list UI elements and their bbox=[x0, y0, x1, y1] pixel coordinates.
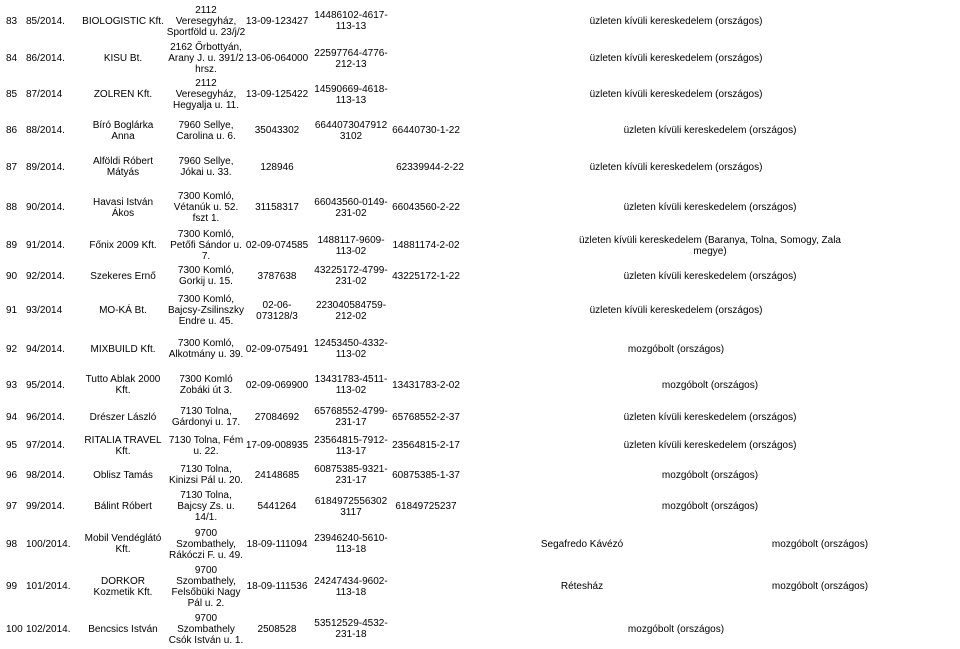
cell-reg: 23946240-5610- 113-18 bbox=[314, 533, 388, 555]
cell-id: 93/2014 bbox=[26, 305, 63, 316]
cell-activity: üzleten kívüli kereskedelem (Baranya, Tolna, Somogy, Zala megye) bbox=[579, 234, 841, 257]
cell-store: Rétesház bbox=[560, 581, 604, 592]
cell-no: 97 bbox=[6, 501, 18, 512]
cell-addr: 7130 Tolna, Kinizsi Pál u. 20. bbox=[169, 464, 243, 486]
cell-name: ZOLREN Kft. bbox=[93, 89, 153, 100]
cell-no: 91 bbox=[6, 305, 18, 316]
cell-reg: 43225172-4799- 231-02 bbox=[314, 265, 388, 287]
cell-activity: üzleten kívüli kereskedelem (országos) bbox=[589, 53, 763, 64]
cell-tax: 31158317 bbox=[255, 202, 299, 213]
cell-activity: üzleten kívüli kereskedelem (országos) bbox=[589, 89, 763, 100]
cell-no: 94 bbox=[6, 411, 18, 423]
cell-code: 43225172-1-22 bbox=[392, 270, 460, 282]
cell-no: 92 bbox=[6, 343, 18, 355]
cell-id: 90/2014. bbox=[26, 202, 65, 213]
cell-name: MIXBUILD Kft. bbox=[90, 343, 156, 355]
cell-reg: 23564815-7912- 113-17 bbox=[314, 434, 388, 457]
cell-id: 96/2014. bbox=[26, 411, 65, 423]
cell-code bbox=[392, 564, 460, 609]
cell-tax: 02-09-074585 bbox=[245, 240, 309, 251]
cell-activity: üzleten kívüli kereskedelem (országos) bbox=[623, 125, 797, 136]
cell-tax: 02-09-075491 bbox=[245, 343, 309, 355]
cell-id: 86/2014. bbox=[26, 53, 65, 64]
cell-id: 101/2014. bbox=[26, 581, 71, 592]
cell-tax: 2508528 bbox=[257, 623, 297, 635]
cell-id: 102/2014. bbox=[26, 623, 71, 635]
cell-tax: 18-09-111536 bbox=[246, 581, 308, 592]
cell-reg: 14486102-4617- 113-13 bbox=[314, 10, 388, 32]
table-row bbox=[0, 187, 960, 228]
cell-reg: 22597764-4776- 212-13 bbox=[314, 47, 388, 70]
table-row bbox=[0, 609, 960, 649]
cell-reg: 24247434-9602- 113-18 bbox=[314, 575, 388, 598]
cell-tax: 24148685 bbox=[254, 469, 300, 481]
cell-no: 96 bbox=[6, 469, 18, 481]
cell-id: 88/2014. bbox=[26, 125, 65, 136]
cell-id: 85/2014. bbox=[26, 15, 65, 27]
cell-no: 85 bbox=[6, 89, 18, 100]
table-row bbox=[0, 289, 960, 332]
table-row bbox=[0, 366, 960, 404]
cell-reg: 6184972556302 3117 bbox=[314, 495, 388, 518]
cell-no: 95 bbox=[6, 440, 18, 451]
cell-name: Főnix 2009 Kft. bbox=[89, 240, 157, 251]
cell-no: 89 bbox=[6, 240, 18, 251]
cell-id: 97/2014. bbox=[26, 440, 65, 451]
cell-reg: 13431783-4511- 113-02 bbox=[314, 374, 388, 396]
cell-reg: 53512529-4532- 231-18 bbox=[314, 618, 388, 640]
cell-code bbox=[392, 524, 460, 564]
cell-id: 87/2014 bbox=[26, 89, 63, 100]
cell-id: 92/2014. bbox=[26, 270, 65, 282]
cell-code: 66043560-2-22 bbox=[392, 202, 460, 213]
cell-activity: üzleten kívüli kereskedelem (országos) bbox=[589, 305, 763, 316]
cell-name: Oblisz Tamás bbox=[93, 469, 153, 481]
cell-reg: 62339944-2-22 bbox=[396, 161, 464, 173]
cell-activity: üzleten kívüli kereskedelem (országos) bbox=[623, 202, 797, 213]
cell-name: RITALIA TRAVEL Kft. bbox=[84, 434, 162, 457]
cell-tax: 27084692 bbox=[254, 411, 300, 423]
cell-addr: 7300 Komló, Bajcsy-Zsilinszky Endre u. 45. bbox=[167, 294, 245, 327]
cell-addr: 7300 Komló, Vétanúk u. 52. fszt 1. bbox=[173, 191, 239, 224]
cell-name: Bíró Boglárka Anna bbox=[92, 119, 154, 142]
cell-tax: 128946 bbox=[260, 161, 294, 173]
cell-tax: 13-09-123427 bbox=[245, 15, 309, 27]
cell-reg: 65768552-4799- 231-17 bbox=[314, 406, 388, 428]
cell-tax: 35043302 bbox=[254, 125, 300, 136]
cell-code: 66440730-1-22 bbox=[392, 125, 460, 136]
cell-activity: üzleten kívüli kereskedelem (országos) bbox=[623, 440, 797, 451]
table-row bbox=[0, 42, 960, 75]
cell-no: 100 bbox=[6, 623, 23, 635]
cell-addr: 7300 Komló Zobáki út 3. bbox=[179, 374, 233, 396]
table-row bbox=[0, 564, 960, 609]
cell-reg: 223040584759- 212-02 bbox=[315, 299, 387, 322]
cell-addr: 9700 Szombathely, Rákóczi F. u. 49. bbox=[169, 527, 243, 561]
cell-tax: 02-06-073128/3 bbox=[256, 299, 298, 322]
cell-id: 95/2014. bbox=[26, 379, 65, 391]
cell-activity: mozgóbolt (országos) bbox=[661, 501, 759, 512]
cell-code: 65768552-2-37 bbox=[392, 411, 460, 423]
cell-id: 91/2014. bbox=[26, 240, 65, 251]
cell-addr: 9700 Szombathely Csók István u. 1. bbox=[168, 612, 244, 646]
cell-reg: 14590669-4618- 113-13 bbox=[314, 83, 388, 106]
table-row bbox=[0, 332, 960, 366]
cell-addr: 2112 Veresegyház, Hegyalja u. 11. bbox=[173, 78, 239, 111]
cell-name: BIOLOGISTIC Kft. bbox=[82, 15, 164, 27]
cell-id: 100/2014. bbox=[26, 538, 71, 550]
table-row bbox=[0, 0, 960, 42]
table-row bbox=[0, 263, 960, 289]
cell-id: 94/2014. bbox=[26, 343, 65, 355]
cell-addr: 7960 Sellye, Jókai u. 33. bbox=[178, 156, 234, 178]
cell-tax: 13-09-125422 bbox=[245, 89, 309, 100]
table-row bbox=[0, 228, 960, 263]
cell-id: 98/2014. bbox=[26, 469, 65, 481]
cell-name: Alföldi Róbert Mátyás bbox=[92, 156, 154, 178]
cell-no: 86 bbox=[6, 125, 18, 136]
cell-name: Drészer László bbox=[89, 411, 157, 423]
cell-no: 83 bbox=[6, 15, 18, 27]
cell-name: KISU Bt. bbox=[103, 53, 143, 64]
cell-activity: üzleten kívüli kereskedelem (országos) bbox=[589, 161, 763, 173]
table-row bbox=[0, 430, 960, 461]
cell-code: 14881174-2-02 bbox=[392, 240, 460, 251]
cell-no: 87 bbox=[6, 161, 18, 173]
table-row bbox=[0, 75, 960, 114]
cell-addr: 2112 Veresegyház, Sportföld u. 23/j/2 bbox=[166, 4, 246, 38]
cell-no: 98 bbox=[6, 538, 18, 550]
cell-activity: mozgóbolt (országos) bbox=[661, 469, 759, 481]
cell-addr: 7960 Sellye, Carolina u. 6. bbox=[176, 119, 236, 142]
cell-name: Mobil Vendéglátó Kft. bbox=[84, 533, 162, 555]
cell-no: 93 bbox=[6, 379, 18, 391]
cell-id: 89/2014. bbox=[26, 161, 65, 173]
cell-activity: mozgóbolt (országos) bbox=[771, 581, 869, 592]
cell-tax: 17-09-008935 bbox=[245, 440, 309, 451]
cell-name: Szekeres Ernő bbox=[90, 270, 156, 282]
cell-name: Bálint Róbert bbox=[94, 501, 152, 512]
cell-id: 99/2014. bbox=[26, 501, 65, 512]
table-row bbox=[0, 147, 960, 187]
cell-no: 90 bbox=[6, 270, 18, 282]
cell-activity: mozgóbolt (országos) bbox=[627, 623, 725, 635]
cell-addr: 7300 Komló, Gorkij u. 15. bbox=[177, 265, 235, 287]
cell-name: DORKOR Kozmetik Kft. bbox=[93, 575, 153, 598]
cell-activity: üzleten kívüli kereskedelem (országos) bbox=[623, 411, 797, 423]
cell-addr: 7300 Komló, Alkotmány u. 39. bbox=[168, 338, 244, 360]
cell-name: MO-KÁ Bt. bbox=[99, 305, 147, 316]
cell-activity: mozgóbolt (országos) bbox=[771, 538, 869, 550]
cell-addr: 9700 Szombathely, Felsőbüki Nagy Pál u. 2. bbox=[171, 564, 241, 609]
cell-code: 60875385-1-37 bbox=[392, 469, 460, 481]
cell-reg: 66043560-0149- 231-02 bbox=[314, 196, 388, 219]
cell-tax: 13-06-064000 bbox=[245, 53, 309, 64]
cell-addr: 7130 Tolna, Fém u. 22. bbox=[168, 434, 244, 457]
cell-name: Bencsics István bbox=[88, 623, 158, 635]
cell-activity: mozgóbolt (országos) bbox=[627, 343, 725, 355]
cell-code: 13431783-2-02 bbox=[392, 379, 460, 391]
table-row bbox=[0, 489, 960, 524]
table-row bbox=[0, 461, 960, 489]
cell-reg: 12453450-4332- 113-02 bbox=[314, 338, 388, 360]
cell-reg: 1488117-9609- 113-02 bbox=[317, 234, 385, 257]
cell-addr: 7130 Tolna, Gárdonyi u. 17. bbox=[171, 406, 241, 428]
cell-tax: 02-09-069900 bbox=[245, 379, 309, 391]
cell-name: Tutto Ablak 2000 Kft. bbox=[85, 374, 161, 396]
cell-name: Havasi István Ákos bbox=[92, 196, 154, 219]
cell-code: 23564815-2-17 bbox=[392, 440, 460, 451]
cell-tax: 18-09-111094 bbox=[246, 538, 308, 550]
cell-no: 88 bbox=[6, 202, 18, 213]
cell-addr: 7130 Tolna, Bajcsy Zs. u. 14/1. bbox=[177, 490, 235, 523]
cell-tax: 5441264 bbox=[257, 501, 297, 512]
cell-addr: 2162 Őrbottyán, Arany J. u. 391/2 hrsz. bbox=[168, 42, 244, 75]
cell-no: 99 bbox=[6, 581, 18, 592]
cell-reg: 60875385-9321- 231-17 bbox=[314, 464, 388, 486]
cell-reg: 6644073047912 3102 bbox=[314, 119, 388, 142]
table-row bbox=[0, 114, 960, 147]
cell-no: 84 bbox=[6, 53, 18, 64]
table-row bbox=[0, 524, 960, 564]
cell-activity: üzleten kívüli kereskedelem (országos) bbox=[623, 270, 797, 282]
cell-store: Segafredo Kávézó bbox=[540, 538, 624, 550]
cell-tax: 3787638 bbox=[257, 270, 297, 282]
cell-activity: mozgóbolt (országos) bbox=[661, 379, 759, 391]
cell-activity: üzleten kívüli kereskedelem (országos) bbox=[589, 15, 763, 27]
table-row bbox=[0, 404, 960, 430]
cell-code: 61849725237 bbox=[395, 501, 457, 512]
cell-addr: 7300 Komló, Petőfi Sándor u. 7. bbox=[170, 229, 242, 262]
